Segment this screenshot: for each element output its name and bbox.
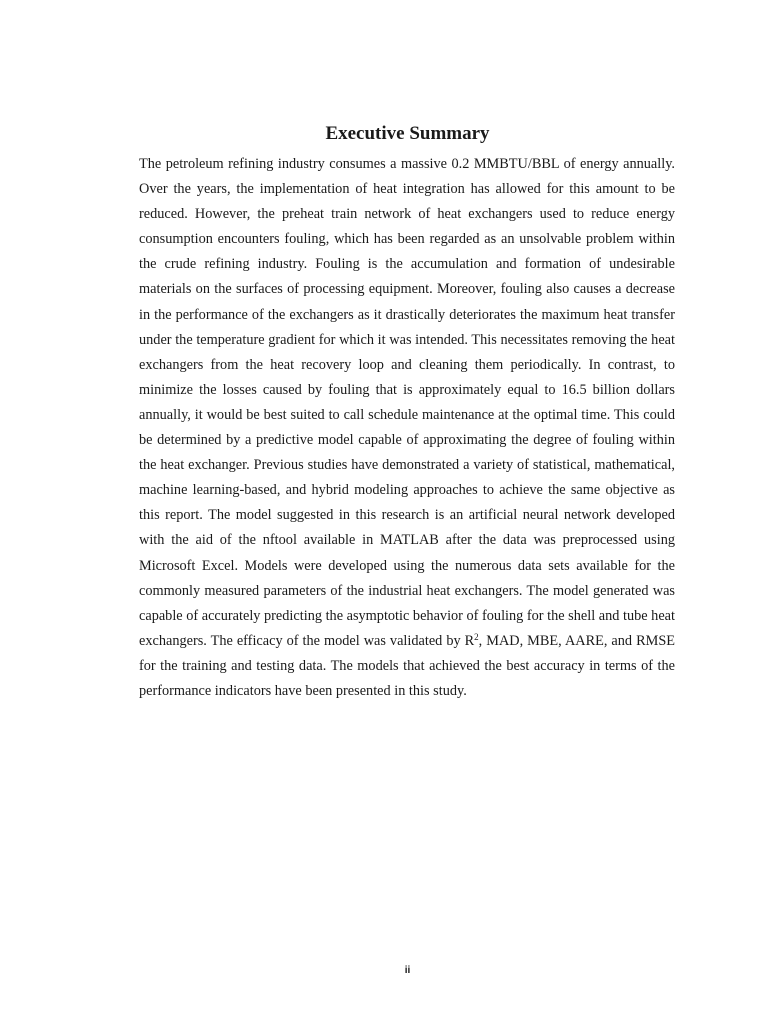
summary-text-main: The petroleum refining industry consumes a massive 0.2 MMBTU/BBL of energy annually. Over the years, the implementation of heat integration has allowed for this amount to be reduced. However, the preheat train network of heat exchangers used to reduce energy consumption encounters fouling, which has been regarded as an unsolvable problem within the crude refining industry. Fouling is the accumulation and formation of undesirable materials on the surfaces of processing equipment. Moreover, fouling also causes a decrease in the performance of the exchangers as it drastically deteriorates the maximum heat transfer under the temperature gradient for which it was intended. This necessitates removing the heat exchangers from the heat recovery loop and cleaning them periodically. In contrast, to minimize the losses caused by fouling that is approximately equal to 16.5 billion dollars annually, it would be best suited to call schedule maintenance at the optimal time. This could be determined by a predictive model capable of approximating the degree of fouling within the heat exchanger. Previous studies have demonstrated a variety of statistical, mathematical, machine learning-based, and hybrid modeling approaches to achieve the same objective as this report. The model suggested in this research is an artificial neural network developed with the aid of the nftool available in MATLAB after the data was preprocessed using Microsoft Excel. Models were developed using the numerous data sets available for the commonly measured parameters of the industrial heat exchangers. The model generated was capable of accurately predicting the asymptotic behavior of fouling for the shell and tube heat exchangers. The efficacy of the model was validated by R (139, 156, 675, 649)
summary-text-end: , MAD, MBE, AARE, and RMSE for the training and testing data. The models that achieved the best accuracy in terms of the performance indicators have been presented in this study. (139, 632, 676, 699)
page-title: Executive Summary (325, 123, 490, 144)
page-number: ii (404, 965, 411, 976)
r-squared-superscript: 2 (474, 631, 479, 642)
summary-paragraph (139, 152, 675, 704)
